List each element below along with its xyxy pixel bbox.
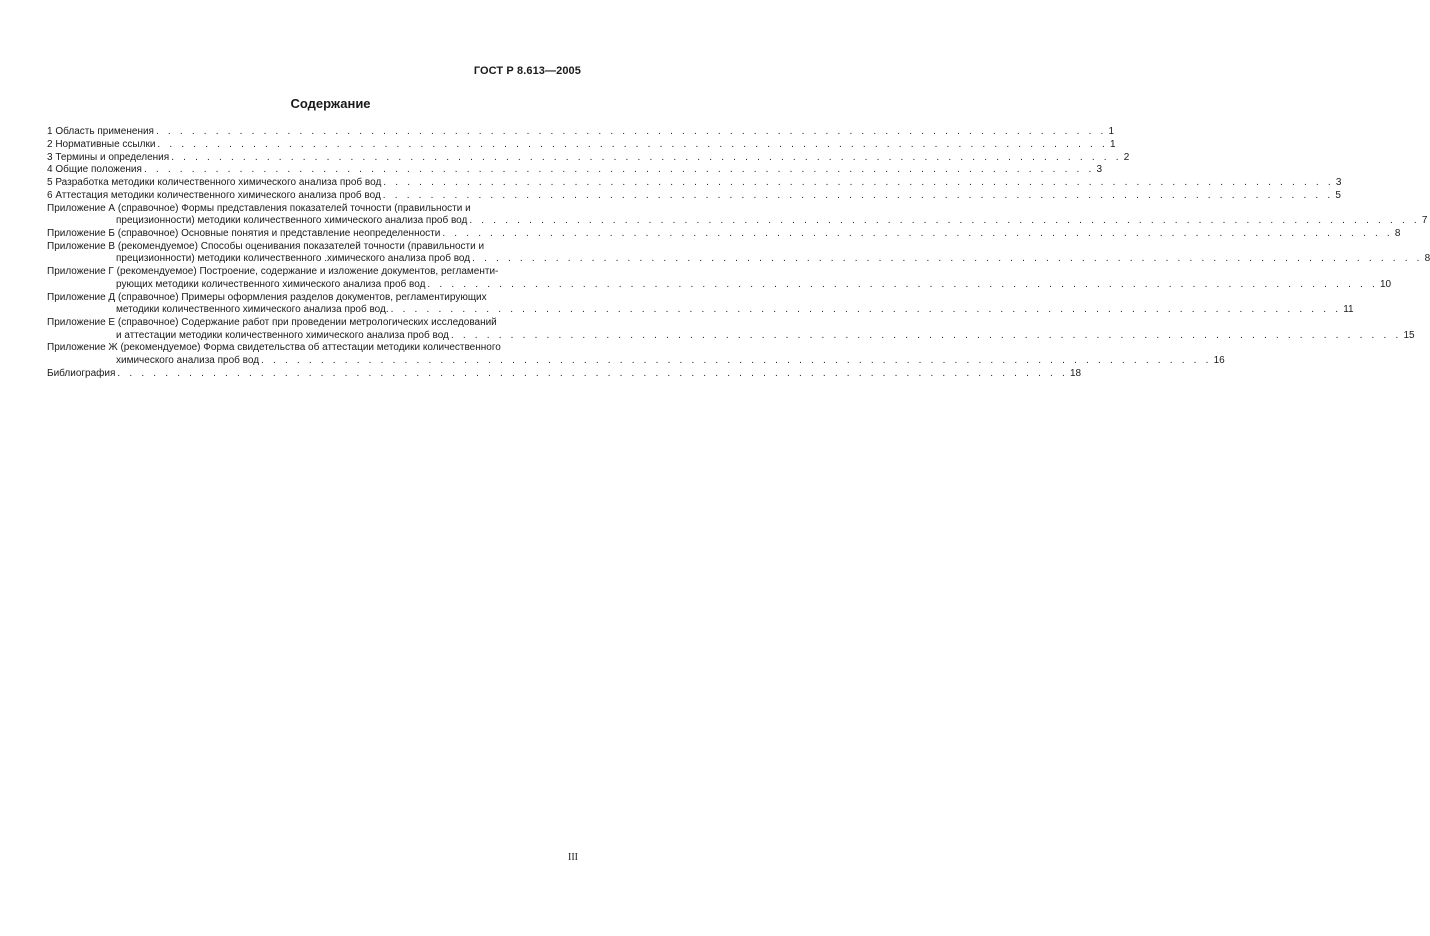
dot-leader: . . . . . . . . . . . . . . . . . . . . . . . . . . . . . . . . . . . . . . . . . . . . . . . . . . . . . . . . . . . . . . . . . . . . . . . . . . . . . . . .: [261, 354, 1212, 366]
toc-entry-appendix-v[interactable]: [47, 240, 1430, 266]
toc-entry-title: Приложение Д (справочное) Примеры оформления разделов документов, регламентирующих: [47, 291, 487, 303]
toc-entry-section-1[interactable]: [47, 126, 1115, 139]
toc-entry-title-continuation: методики количественного химического анализа проб вод.: [116, 304, 389, 316]
toc-entry-appendix-e[interactable]: [47, 316, 1415, 342]
toc-entry-bibliography[interactable]: [47, 367, 1082, 381]
toc-page-number: 11: [1343, 304, 1354, 316]
toc-entry-title: 1 Область применения: [47, 126, 154, 137]
toc-entry-title: 4 Общие положения: [47, 164, 142, 176]
toc-page-number: 3: [1335, 177, 1342, 189]
toc-page-number: 3: [1096, 164, 1103, 176]
toc-entry-title: Приложение Ж (рекомендуемое) Форма свидетельства об аттестации методики количественного: [47, 342, 501, 354]
toc-page-number: 8: [1394, 228, 1401, 240]
toc-page-number: 10: [1379, 278, 1392, 290]
toc-entry-section-4[interactable]: [47, 164, 1103, 177]
table-of-contents: [47, 126, 1430, 380]
toc-entry-title-continuation: химического анализа проб вод: [116, 354, 260, 366]
document-code: ГОСТ Р 8.613—2005: [473, 65, 581, 77]
toc-entry-title: 6 Аттестация методики количественного химического анализа проб вод: [47, 189, 381, 201]
toc-page-number: 18: [1069, 367, 1082, 379]
toc-entry-section-6[interactable]: [47, 189, 1341, 203]
toc-entry-title: Библиография: [47, 367, 116, 379]
toc-entry-section-3[interactable]: [47, 151, 1130, 165]
toc-page-number: 1: [1109, 138, 1116, 150]
toc-entry-appendix-zh[interactable]: [47, 342, 1225, 367]
toc-entry-section-2[interactable]: [47, 138, 1116, 152]
toc-entry-title: Приложение В (рекомендуемое) Способы оценивания показателей точности (правильности и: [47, 240, 485, 252]
toc-entry-title: 3 Термины и определения: [47, 151, 170, 163]
dot-leader: . . . . . . . . . . . . . . . . . . . . . . . . . . . . . . . . . . . . . . . . . . . . . . . . . . . . . . . . . . . . . . . . . . . . . . . . . . . . . . . .: [469, 215, 1420, 227]
dot-leader: . . . . . . . . . . . . . . . . . . . . . . . . . . . . . . . . . . . . . . . . . . . . . . . . . . . . . . . . . . . . . . . . . . . . . . . . . . . . . . . .: [143, 164, 1095, 176]
toc-entry-title: Приложение А (справочное) Формы представления показателей точности (правильности и: [47, 202, 471, 214]
toc-entry-title: 5 Разработка методики количественного химического анализа проб вод: [47, 177, 382, 189]
toc-entry-title: Приложение Е (справочное) Содержание работ при проведении метрологических исследований: [47, 316, 497, 328]
toc-entry-appendix-b[interactable]: [47, 228, 1401, 241]
dot-leader: . . . . . . . . . . . . . . . . . . . . . . . . . . . . . . . . . . . . . . . . . . . . . . . . . . . . . . . . . . . . . . . . . . . . . . . . . . . . . . . .: [442, 228, 1393, 240]
toc-entry-appendix-d[interactable]: [47, 291, 1354, 317]
dot-leader: . . . . . . . . . . . . . . . . . . . . . . . . . . . . . . . . . . . . . . . . . . . . . . . . . . . . . . . . . . . . . . . . . . . . . . . . . . . . . . . .: [382, 189, 1334, 201]
dot-leader: . . . . . . . . . . . . . . . . . . . . . . . . . . . . . . . . . . . . . . . . . . . . . . . . . . . . . . . . . . . . . . . . . . . . . . . . . . . . . . . .: [472, 253, 1423, 265]
toc-entry-title-continuation: прецизионности) методики количественного химического анализа проб вод: [116, 215, 468, 227]
page-number: III: [568, 852, 578, 863]
toc-entry-section-5[interactable]: [47, 177, 1342, 190]
dot-leader: . . . . . . . . . . . . . . . . . . . . . . . . . . . . . . . . . . . . . . . . . . . . . . . . . . . . . . . . . . . . . . . . . . . . . . . . . . . . . . . .: [427, 278, 1378, 290]
toc-page-number: 16: [1213, 354, 1225, 366]
toc-page-number: 2: [1123, 151, 1130, 163]
toc-entry-appendix-g[interactable]: [47, 266, 1392, 291]
dot-leader: . . . . . . . . . . . . . . . . . . . . . . . . . . . . . . . . . . . . . . . . . . . . . . . . . . . . . . . . . . . . . . . . . . . . . . . . . . . . . . . .: [383, 177, 1334, 189]
dot-leader: . . . . . . . . . . . . . . . . . . . . . . . . . . . . . . . . . . . . . . . . . . . . . . . . . . . . . . . . . . . . . . . . . . . . . . . . . . . . . . . .: [155, 126, 1107, 137]
toc-entry-title-continuation: рующих методики количественного химического анализа проб вод: [116, 278, 426, 290]
dot-leader: . . . . . . . . . . . . . . . . . . . . . . . . . . . . . . . . . . . . . . . . . . . . . . . . . . . . . . . . . . . . . . . . . . . . . . . . . . . . . . . .: [450, 329, 1402, 341]
toc-title: Содержание: [290, 96, 371, 111]
toc-page-number: 15: [1403, 329, 1415, 341]
dot-leader: . . . . . . . . . . . . . . . . . . . . . . . . . . . . . . . . . . . . . . . . . . . . . . . . . . . . . . . . . . . . . . . . . . . . . . . . . . . . . . . .: [157, 138, 1108, 150]
toc-page-number: 5: [1335, 189, 1341, 201]
dot-leader: . . . . . . . . . . . . . . . . . . . . . . . . . . . . . . . . . . . . . . . . . . . . . . . . . . . . . . . . . . . . . . . . . . . . . . . . . . . . . . . .: [171, 151, 1122, 163]
dot-leader: . . . . . . . . . . . . . . . . . . . . . . . . . . . . . . . . . . . . . . . . . . . . . . . . . . . . . . . . . . . . . . . . . . . . . . . . . . . . . . . .: [390, 304, 1342, 316]
toc-page-number: 8: [1424, 253, 1430, 265]
toc-entry-appendix-a[interactable]: [47, 202, 1428, 228]
toc-entry-title-continuation: и аттестации методики количественного химического анализа проб вод: [116, 329, 449, 341]
toc-page-number: 7: [1421, 215, 1428, 227]
dot-leader: . . . . . . . . . . . . . . . . . . . . . . . . . . . . . . . . . . . . . . . . . . . . . . . . . . . . . . . . . . . . . . . . . . . . . . . . . . . . . . . .: [117, 367, 1068, 379]
toc-entry-title: Приложение Б (справочное) Основные понятия и представление неопределенности: [47, 228, 441, 240]
toc-entry-title: 2 Нормативные ссылки: [47, 138, 156, 150]
toc-page-number: 1: [1108, 126, 1115, 137]
toc-entry-title-continuation: прецизионности) методики количественного .химического анализа проб вод: [116, 253, 471, 265]
toc-entry-title: Приложение Г (рекомендуемое) Построение, содержание и изложение документов, регламенти-: [47, 266, 499, 278]
